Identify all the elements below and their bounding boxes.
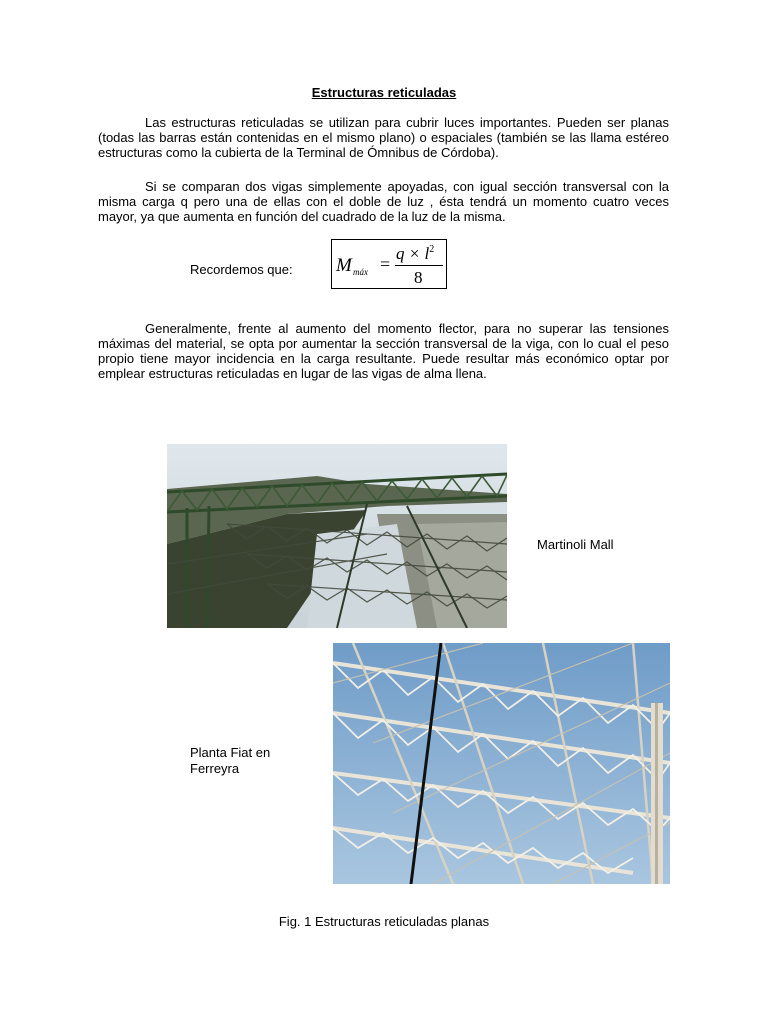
formula-lhs: M <box>336 255 352 276</box>
formula-label: Recordemos que: <box>190 262 293 277</box>
figure-caption: Fig. 1 Estructuras reticuladas planas <box>278 914 490 929</box>
paragraph-intro: Las estructuras reticuladas se utilizan para cubrir luces importantes. Pueden ser planas (todas las barras están contenidas en el mismo plano) o espaciales (también se las llama estéreo estructuras como la cubierta de la Terminal de Ómnibus de Córdoba). <box>98 115 669 160</box>
paragraph-flexion: Generalmente, frente al aumento del momento flector, para no superar las tensiones máximas del material, se opta por aumentar la sección transversal de la viga, con lo cual el peso propio tiene mayor incidencia en la carga resultante. Puede resultar más económico optar por emplear estructuras reticuladas en lugar de las vigas de alma llena. <box>98 321 669 381</box>
formula-box <box>331 239 447 289</box>
page-title: Estructuras reticuladas <box>311 85 457 100</box>
formula-denominator: 8 <box>414 268 423 287</box>
formula-numerator-text: q × l <box>396 244 430 263</box>
paragraph-comparison: Si se comparan dos vigas simplemente apoyadas, con igual sección transversal con la misma carga q pero una de ellas con el doble de luz , ésta tendrá un momento cuatro veces mayor, ya que aumenta en función del cuadrado de la luz de la misma. <box>98 179 669 224</box>
formula-numerator <box>396 244 434 264</box>
formula-equals: = <box>380 254 391 274</box>
formula-lhs-subscript: máx <box>353 267 368 277</box>
caption-planta-fiat: Planta Fiat en Ferreyra <box>190 745 271 776</box>
formula-exponent: 2 <box>429 244 435 255</box>
caption-martinoli-mall: Martinoli Mall <box>537 537 614 552</box>
photo-martinoli-mall <box>167 444 507 628</box>
formula-fraction-bar <box>395 265 443 266</box>
photo-planta-fiat <box>333 643 670 884</box>
